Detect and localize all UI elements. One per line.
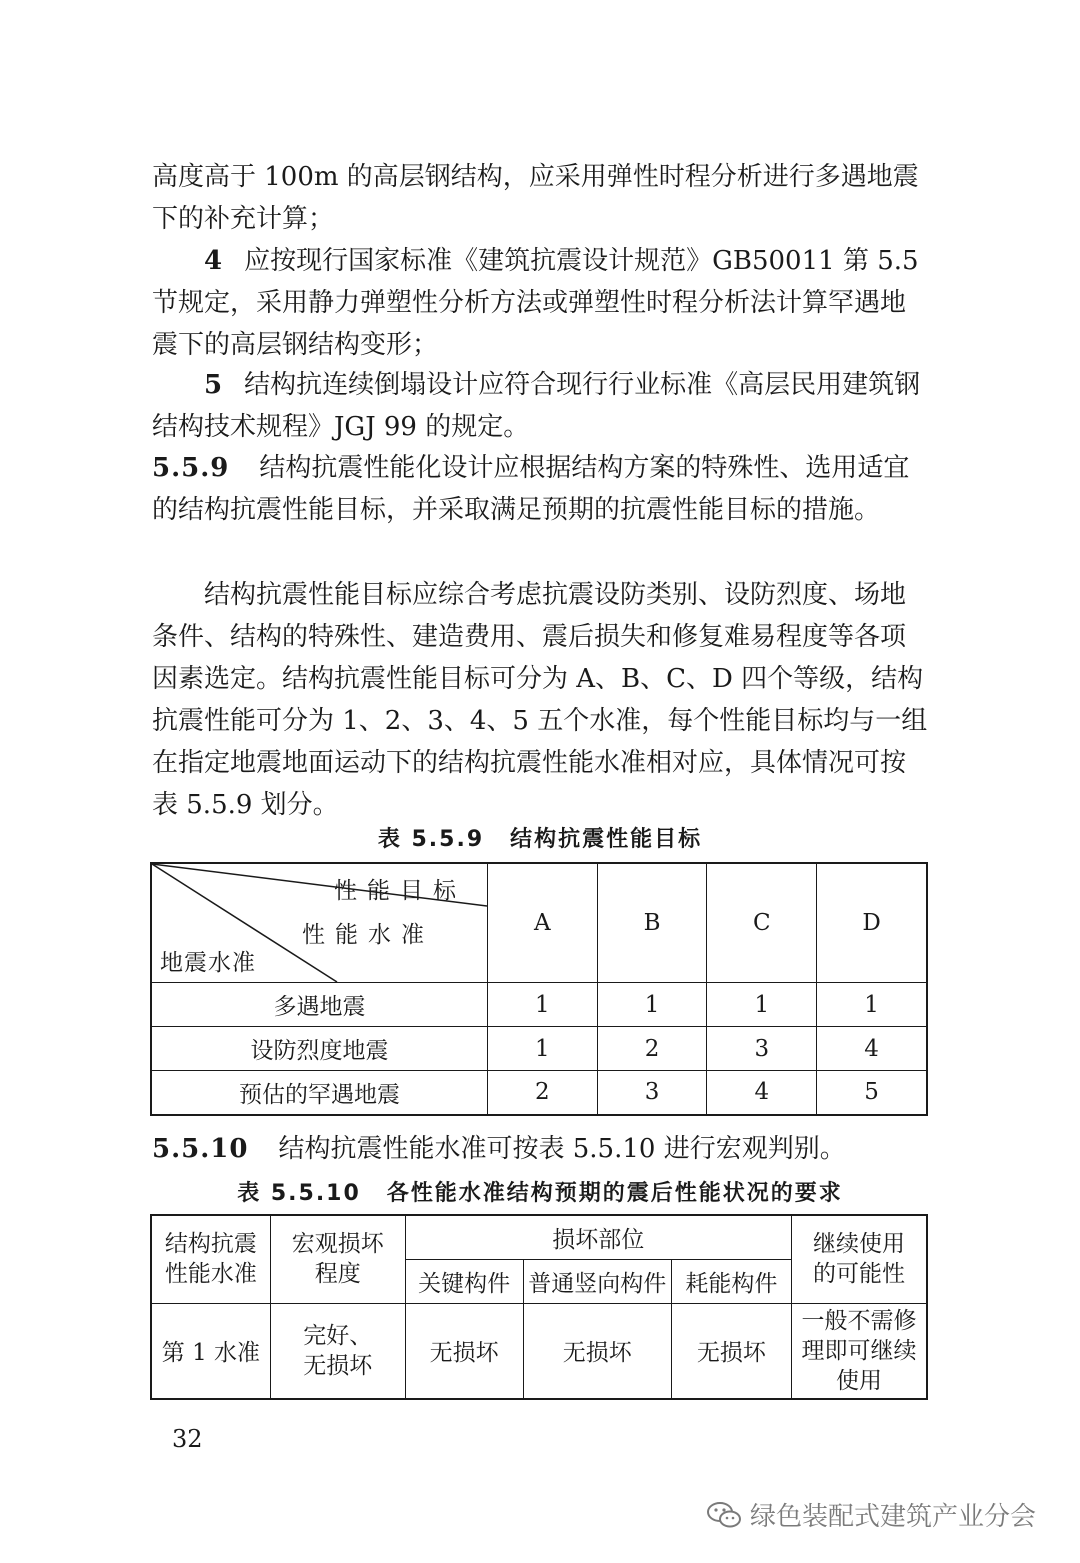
item-4: 4 应按现行国家标准《建筑抗震设计规范》GB50011 第 5.5 节规定，采用静力弹塑性分析方法或弹塑性时程分析法计算罕遇地震下的高层钢结构变形；: [152, 246, 919, 360]
header-key-members: 关键构件: [405, 1259, 523, 1303]
cell: 5: [817, 1071, 927, 1115]
item-5: 5 结构抗连续倒塌设计应符合现行行业标准《高层民用建筑钢结构技术规程》JGJ 99 的规定。: [152, 370, 921, 442]
table1-header-c: C: [707, 863, 817, 983]
wechat-icon: [706, 1500, 742, 1530]
cell: 2: [488, 1071, 598, 1115]
cell-energy: 无损坏: [671, 1303, 791, 1399]
section-5-5-9: 5.5.9 结构抗震性能化设计应根据结构方案的特殊性、选用适宜的结构抗震性能目标，并采取满足预期的抗震性能目标的措施。: [152, 453, 910, 525]
table-5-5-9-caption: 表 5.5.9 结构抗震性能目标: [377, 827, 703, 852]
header-vertical-members: 普通竖向构件: [523, 1259, 671, 1303]
table-row: [151, 1027, 927, 1071]
table-row: [151, 1071, 927, 1115]
cell: 1: [597, 983, 707, 1027]
cell: 1: [707, 983, 817, 1027]
cell: 3: [707, 1027, 817, 1071]
paragraph-continuation: 高度高于 100m 的高层钢结构，应采用弹性时程分析进行多遇地震下的补充计算；: [152, 162, 919, 234]
watermark: [706, 1496, 1036, 1533]
header-performance-level: 结构抗震性能水准: [151, 1215, 270, 1303]
corner-earthquake-level: 地震水准: [160, 950, 256, 976]
table1-header-b: B: [597, 863, 707, 983]
section-5-5-10: 5.5.10 结构抗震性能水准可按表 5.5.10 进行宏观判别。: [152, 1134, 846, 1164]
header-energy-members: 耗能构件: [671, 1259, 791, 1303]
cell: 4: [817, 1027, 927, 1071]
table-row: [151, 1303, 927, 1399]
cell: 1: [488, 983, 598, 1027]
cell-macro: 完好、无损坏: [270, 1303, 405, 1399]
paragraph-performance-goals: 结构抗震性能目标应综合考虑抗震设防类别、设防烈度、场地条件、结构的特殊性、建造费用、震后损失和修复难易程度等各项因素选定。结构抗震性能目标可分为 A、B、C、D 四个等级，结构抗震性能可分为 1、2、3、4、5 五个水准，每个性能目标均与一组在指定地震地面运动下的结构抗震性能水准相对应，具体情况可按表 5.5.9 划分。: [152, 580, 928, 820]
table-5-5-10: [150, 1214, 928, 1400]
corner-performance-goal: 性能目标: [334, 878, 466, 904]
cell-key: 无损坏: [405, 1303, 523, 1399]
table-5-5-10-caption: 表 5.5.10 各性能水准结构预期的震后性能状况的要求: [237, 1181, 843, 1206]
row-label: 预估的罕遇地震: [151, 1071, 488, 1115]
cell: 3: [597, 1071, 707, 1115]
watermark-text: 绿色装配式建筑产业分会: [750, 1502, 1037, 1532]
cell-level: 第 1 水准: [151, 1303, 270, 1399]
header-reuse-possibility: 继续使用的可能性: [792, 1215, 928, 1303]
table1-corner-cell: [151, 863, 488, 983]
cell: 1: [488, 1027, 598, 1071]
page-number: 32: [172, 1425, 203, 1453]
table1-header-a: A: [488, 863, 598, 983]
row-label: 设防烈度地震: [151, 1027, 488, 1071]
row-label: 多遇地震: [151, 983, 488, 1027]
cell-vertical: 无损坏: [523, 1303, 671, 1399]
cell: 2: [597, 1027, 707, 1071]
table1-header-d: D: [817, 863, 927, 983]
cell-reuse: 一般不需修理即可继续使用: [792, 1303, 928, 1399]
header-macro-damage: 宏观损坏程度: [270, 1215, 405, 1303]
cell: 1: [817, 983, 927, 1027]
cell: 4: [707, 1071, 817, 1115]
corner-performance-level: 性能水准: [302, 922, 434, 948]
header-damage-parts: 损坏部位: [405, 1215, 791, 1259]
table-5-5-9: [150, 862, 928, 1116]
table-row: [151, 983, 927, 1027]
